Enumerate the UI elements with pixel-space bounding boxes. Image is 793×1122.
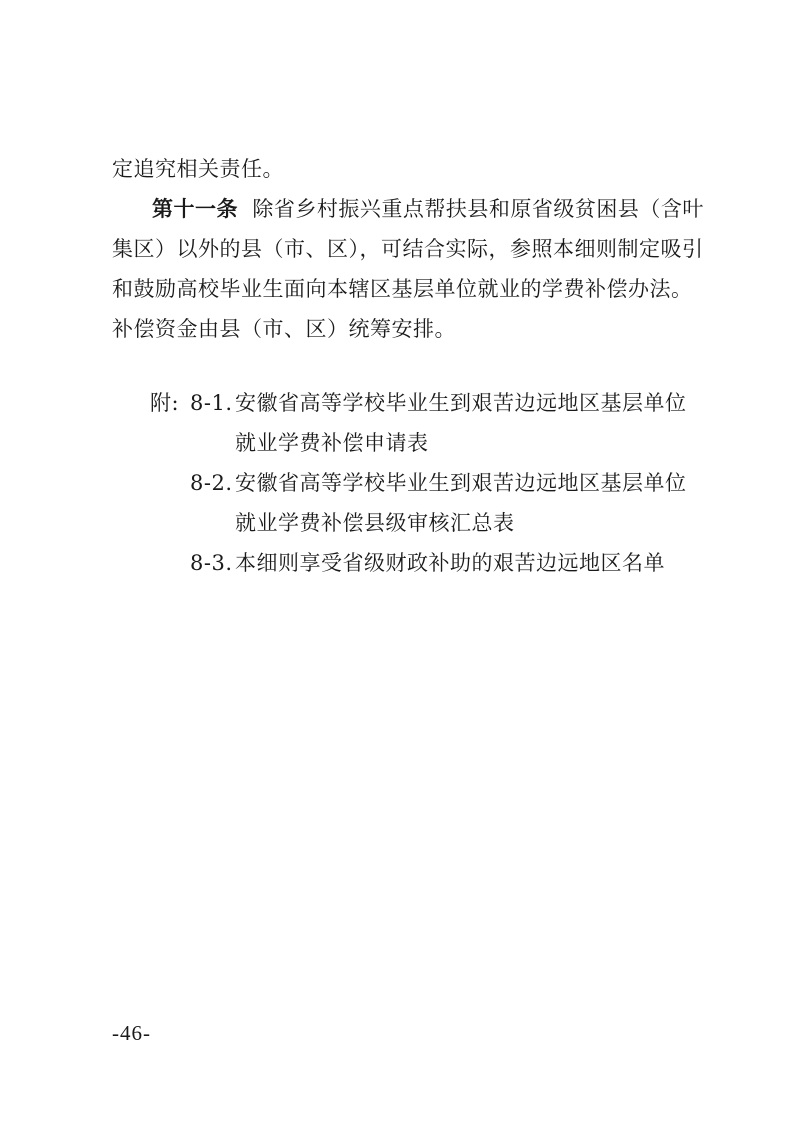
paragraph-continuation: 定追究相关责任。 <box>112 157 284 181</box>
article-heading: 第十一条 <box>152 196 238 221</box>
attachment-item-2-number: 8-2. <box>190 471 233 495</box>
page-number: -46- <box>112 1021 151 1045</box>
attachment-item-1-title-cont: 就业学费补偿申请表 <box>235 431 429 455</box>
article-text-1: 除省乡村振兴重点帮扶县和原省级贫困县（含叶 <box>252 197 704 221</box>
attachment-item-3-title: 本细则享受省级财政补助的艰苦边远地区名单 <box>235 551 665 575</box>
attachment-item-1-title: 安徽省高等学校毕业生到艰苦边远地区基层单位 <box>235 391 687 415</box>
attachment-item-2-title-cont: 就业学费补偿县级审核汇总表 <box>235 511 515 535</box>
attachment-item-3-number: 8-3. <box>190 551 233 575</box>
attachment-item-1-number: 8-1. <box>190 391 233 415</box>
article-line-1 <box>152 196 704 222</box>
article-line-4: 补偿资金由县（市、区）统筹安排。 <box>112 317 456 341</box>
article-line-3: 和鼓励高校毕业生面向本辖区基层单位就业的学费补偿办法。 <box>112 277 693 301</box>
article-line-2: 集区）以外的县（市、区），可结合实际，参照本细则制定吸引 <box>112 237 704 261</box>
attachment-item-2-title: 安徽省高等学校毕业生到艰苦边远地区基层单位 <box>235 471 687 495</box>
attachment-label: 附: <box>150 391 180 415</box>
